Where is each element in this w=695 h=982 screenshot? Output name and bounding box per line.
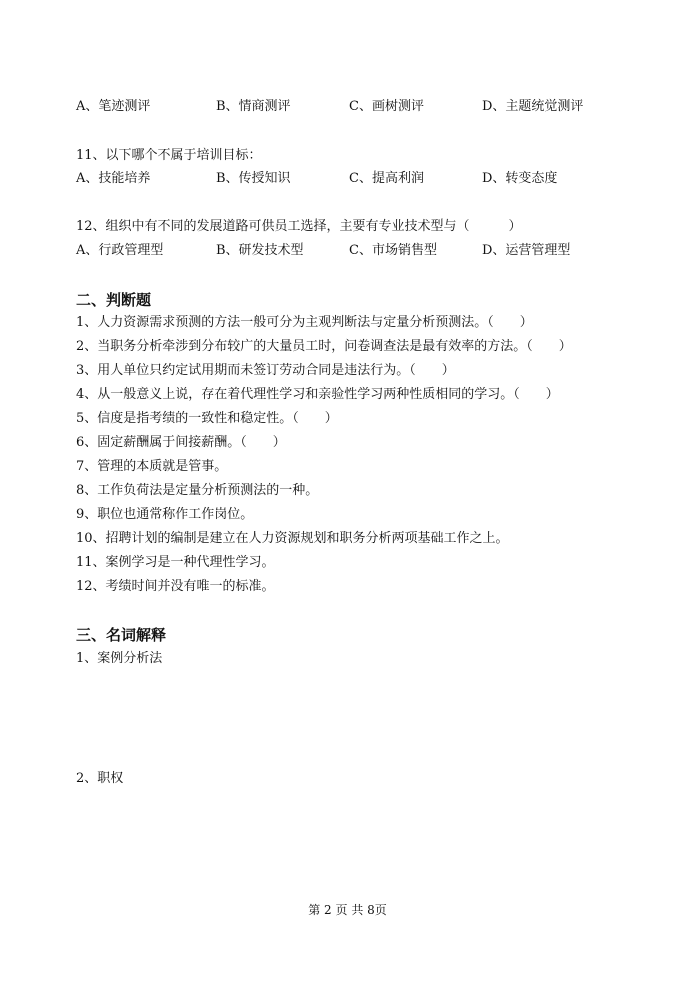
- q10-option-c: C、画树测评: [349, 99, 424, 114]
- q12-option-d: D、运营管理型: [482, 243, 571, 258]
- section-heading-term-definitions: 三、名词解释: [76, 626, 167, 644]
- q11-stem: 11、以下哪个不属于培训目标：: [76, 148, 262, 163]
- tf-item-11: 11、案例学习是一种代理性学习。: [76, 555, 275, 570]
- page-number-footer: 第 2 页 共 8页: [308, 903, 387, 917]
- q11-option-c: C、提高利润: [349, 171, 424, 186]
- q12-stem: 12、组织中有不同的发展道路可供员工选择，主要有专业技术型与（ ）: [76, 219, 522, 234]
- tf-item-7: 7、管理的本质就是管事。: [76, 459, 228, 474]
- tf-item-3: 3、用人单位只约定试用期而未签订劳动合同是违法行为。（ ）: [76, 363, 455, 378]
- q10-option-a: A、笔迹测评: [76, 99, 151, 114]
- tf-item-8: 8、工作负荷法是定量分析预测法的一种。: [76, 483, 319, 498]
- tf-item-9: 9、职位也通常称作工作岗位。: [76, 507, 254, 522]
- q12-option-a: A、行政管理型: [76, 243, 164, 258]
- tf-item-4: 4、从一般意义上说，存在着代理性学习和亲验性学习两种性质相同的学习。（ ）: [76, 387, 559, 402]
- tf-item-6: 6、固定薪酬属于间接薪酬。（ ）: [76, 435, 286, 450]
- q12-option-c: C、市场销售型: [349, 243, 437, 258]
- q10-option-b: B、情商测评: [216, 99, 291, 114]
- term-item-1: 1、案例分析法: [76, 651, 163, 666]
- tf-item-10: 10、招聘计划的编制是建立在人力资源规划和职务分析两项基础工作之上。: [76, 531, 509, 546]
- section-heading-true-false: 二、判断题: [76, 291, 152, 309]
- term-item-2: 2、职权: [76, 771, 124, 786]
- tf-item-12: 12、考绩时间并没有唯一的标准。: [76, 579, 275, 594]
- tf-item-1: 1、人力资源需求预测的方法一般可分为主观判断法与定量分析预测法。（ ）: [76, 315, 533, 330]
- q11-option-d: D、转变态度: [482, 171, 558, 186]
- q12-option-b: B、研发技术型: [216, 243, 304, 258]
- q10-option-d: D、主题统觉测评: [482, 99, 584, 114]
- q11-option-a: A、技能培养: [76, 171, 151, 186]
- tf-item-5: 5、信度是指考绩的一致性和稳定性。（ ）: [76, 411, 338, 426]
- tf-item-2: 2、当职务分析牵涉到分布较广的大量员工时，问卷调查法是最有效率的方法。（ ）: [76, 339, 572, 354]
- q11-option-b: B、传授知识: [216, 171, 291, 186]
